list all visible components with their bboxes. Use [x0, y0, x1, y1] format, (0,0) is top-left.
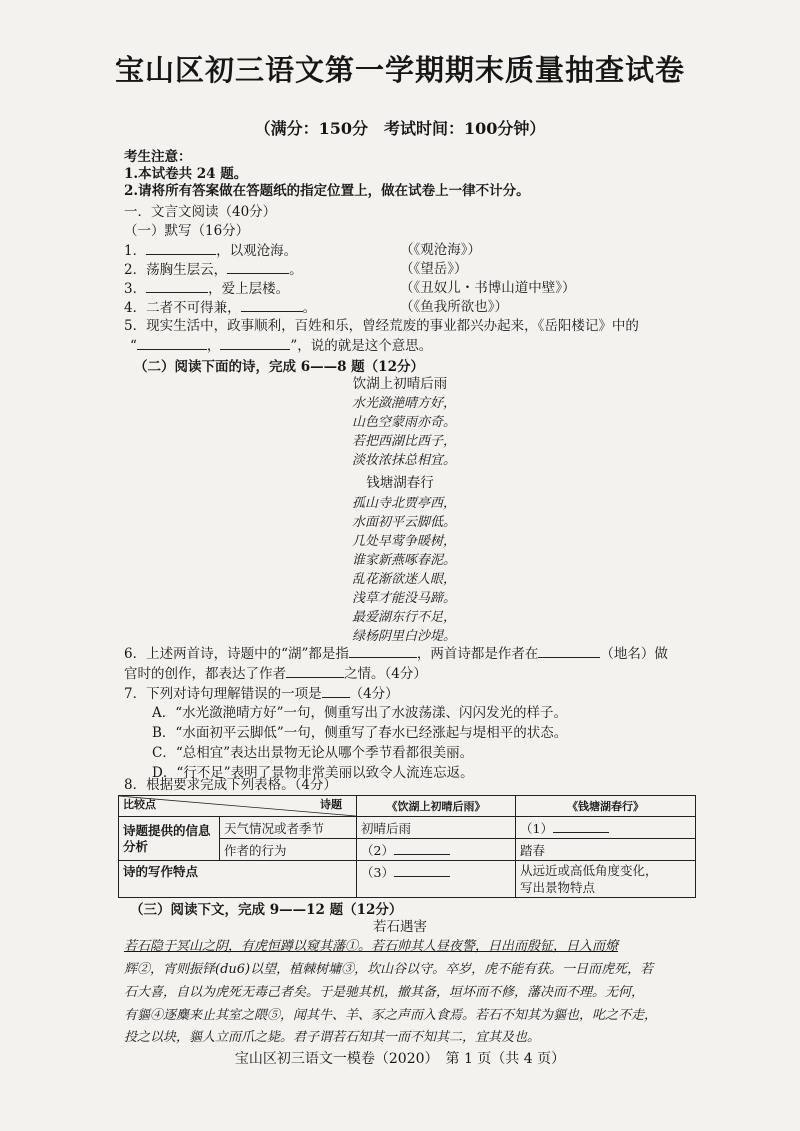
prose-title: 若石遇害 — [373, 919, 427, 935]
question-number: 3． — [124, 281, 147, 297]
source-3: （《丑奴儿・书博山道中壁》） — [400, 280, 576, 296]
cell-text-line: 从远近或高低角度变化， — [520, 863, 658, 878]
question-text: 7．下列对诗句理解错误的一项是 — [124, 686, 322, 702]
answer-blank — [553, 818, 609, 833]
question-text: （地名）做 — [600, 646, 668, 662]
answer-blank — [322, 683, 350, 698]
poem-2-line: 乱花渐欲迷人眼， — [352, 572, 457, 587]
cell-text-line: 写出景物特点 — [520, 880, 596, 895]
answer-blank — [394, 840, 450, 855]
question-text: 荡胸生层云， — [146, 262, 228, 278]
row-label-action: 作者的行为 — [220, 839, 357, 861]
question-2 — [124, 259, 303, 280]
row-label-weather: 天气情况或者季节 — [220, 817, 357, 839]
answer-blank — [241, 297, 303, 312]
answer-blank — [220, 335, 290, 350]
part-heading-poems: （二）阅读下面的诗，完成 6——8 题（12分） — [134, 359, 424, 375]
question-5-line-1: 5．现实生活中，政事顺利，百姓和乐，曾经荒废的事业都兴办起来，《岳阳楼记》中的 — [124, 318, 639, 334]
answer-blank — [146, 240, 216, 255]
question-text: ”，说的就是这个意思。 — [290, 338, 433, 354]
corner-label-top: 诗题 — [320, 798, 342, 811]
question-number: 4． — [124, 300, 147, 316]
option-d: D．“行不足”表明了景物非常美丽以致令人流连忘返。 — [152, 765, 474, 781]
table-corner-cell — [119, 796, 357, 817]
question-text: 之情。（4分） — [344, 666, 427, 682]
answer-blank — [227, 259, 289, 274]
answer-label: （2） — [361, 843, 394, 858]
source-1: （《观沧海》） — [400, 242, 481, 258]
poem-1-line: 水光潋滟晴方好， — [352, 396, 457, 411]
question-text: ，爱上层楼。 — [208, 281, 290, 297]
question-1 — [124, 240, 297, 261]
question-7 — [124, 683, 399, 704]
question-5-line-2 — [130, 335, 432, 356]
question-3 — [124, 278, 289, 299]
poem-2-title: 钱塘湖春行 — [366, 475, 434, 491]
row-label-features: 诗的写作特点 — [119, 861, 357, 898]
answer-blank — [286, 663, 344, 678]
part-heading-prose: （三）阅读下文，完成 9——12 题（12分） — [130, 902, 403, 918]
notice-heading: 考生注意： — [124, 149, 192, 165]
cell-poem-2-features — [516, 861, 696, 898]
option-b: B．“水面初平云脚低”一句，侧重写了春水已经涨起与堤相平的状态。 — [152, 725, 568, 741]
quote-open: “ — [130, 338, 137, 354]
underlined-sentence: 若石隐于冥山之阴，有虎恒蹲以窥其藩①。若石帅其人昼夜警，日出而殷钲，日入而燎 — [124, 939, 619, 954]
table-group-label — [119, 817, 220, 861]
poem-2-line: 几处早莺争暖树， — [352, 534, 457, 549]
table-header-poem-2: 《钱塘湖春行》 — [516, 796, 696, 817]
answer-blank — [137, 335, 207, 350]
page-title: 宝山区初三语文第一学期期末质量抽查试卷 — [114, 53, 685, 87]
poem-1-line: 若把西湖比西子， — [352, 434, 457, 449]
notice-item-2: 2.请将所有答案做在答题纸的指定位置上，做在试卷上一律不计分。 — [124, 183, 530, 199]
poem-1-line: 山色空蒙雨亦奇。 — [352, 415, 457, 430]
question-6-line-2 — [124, 663, 427, 684]
group-label-line-2: 分析 — [123, 838, 149, 854]
cell-poem-1-features — [357, 861, 516, 898]
answer-label: （1） — [520, 821, 553, 836]
cell-poem-1-action — [357, 839, 516, 861]
poem-1-line: 淡妆浓抹总相宜。 — [352, 453, 457, 468]
question-text: 官时的创作，都表达了作者 — [124, 666, 286, 682]
section-heading: 一．文言文阅读（40分） — [124, 204, 277, 220]
answer-blank — [146, 278, 208, 293]
question-text: 6．上述两首诗，诗题中的“湖”都是指 — [124, 646, 349, 662]
question-6-line-1 — [124, 643, 668, 664]
question-number: 1． — [124, 243, 147, 259]
notice-item-1: 1.本试卷共 24 题。 — [124, 166, 248, 182]
comma: ， — [206, 338, 221, 354]
poem-2-line: 最爱湖东行不足， — [352, 610, 457, 625]
poem-2-line: 谁家新燕啄春泥。 — [352, 553, 457, 568]
cell-poem-1-weather: 初晴后雨 — [357, 817, 516, 839]
prose-line: 辉②，宵则振铎(du6)以望，植棘树墉③，坎山谷以守。卒岁，虎不能有获。一日而虎死，若 — [124, 962, 654, 977]
part-heading-dictation: （一）默写（16分） — [124, 223, 250, 239]
question-4 — [124, 297, 316, 318]
prose-line: 投之以块，貙人立而爪之毙。君子谓若石知其一而不知其二，宜其及也。 — [124, 1030, 541, 1045]
option-a: A．“水光潋滟晴方好”一句，侧重写出了水波荡漾、闪闪发光的样子。 — [152, 705, 568, 721]
poem-2-line: 水面初平云脚低。 — [352, 515, 457, 530]
question-text: ，两首诗都是作者在 — [416, 646, 539, 662]
source-4: （《鱼我所欲也》） — [400, 299, 508, 315]
poem-2-line: 绿杨阴里白沙堤。 — [352, 629, 457, 644]
source-2: （《望岳》） — [400, 261, 468, 277]
question-text: （4分） — [349, 686, 399, 702]
answer-label: （3） — [361, 865, 394, 880]
prose-line — [124, 937, 618, 957]
prose-line: 有貙④逐麋来止其室之隈⑤，闻其牛、羊、豕之声而入食焉。若石不知其为貙也，叱之不走， — [124, 1008, 658, 1023]
answer-blank — [538, 643, 600, 658]
table-header-poem-1: 《饮湖上初晴后雨》 — [357, 796, 516, 817]
poem-1-title: 饮湖上初晴后雨 — [352, 376, 448, 392]
cell-poem-2-action: 踏春 — [516, 839, 696, 861]
option-c: C．“总相宜”表达出景物无论从哪个季节看都很美丽。 — [152, 745, 474, 761]
poem-2-line: 浅草才能没马蹄。 — [352, 591, 457, 606]
answer-blank — [349, 643, 417, 658]
question-text: ，以观沧海。 — [216, 243, 298, 259]
answer-blank — [394, 862, 450, 877]
question-number: 2． — [124, 262, 147, 278]
question-text: 。 — [302, 300, 317, 316]
exam-info: （满分：150分 考试时间：100分钟） — [254, 119, 546, 138]
poem-2-line: 孤山寺北贾亭西， — [352, 496, 457, 511]
cell-poem-2-weather — [516, 817, 696, 839]
prose-line: 石大喜，自以为虎死无毒己者矣。于是驰其机，撤其备，垣坏而不修，藩决而不理。无何， — [124, 985, 645, 1000]
question-8: 8．根据要求完成下列表格。（4分） — [124, 777, 337, 793]
comparison-table — [118, 795, 696, 898]
page-footer: 宝山区初三语文一模卷（2020） 第 1 页（共 4 页） — [234, 1051, 566, 1067]
group-label-line-1: 诗题提供的信息 — [123, 822, 211, 838]
question-text: 。 — [289, 262, 303, 278]
question-text: 二者不可得兼， — [146, 300, 241, 316]
corner-label-bottom: 比较点 — [123, 798, 156, 811]
